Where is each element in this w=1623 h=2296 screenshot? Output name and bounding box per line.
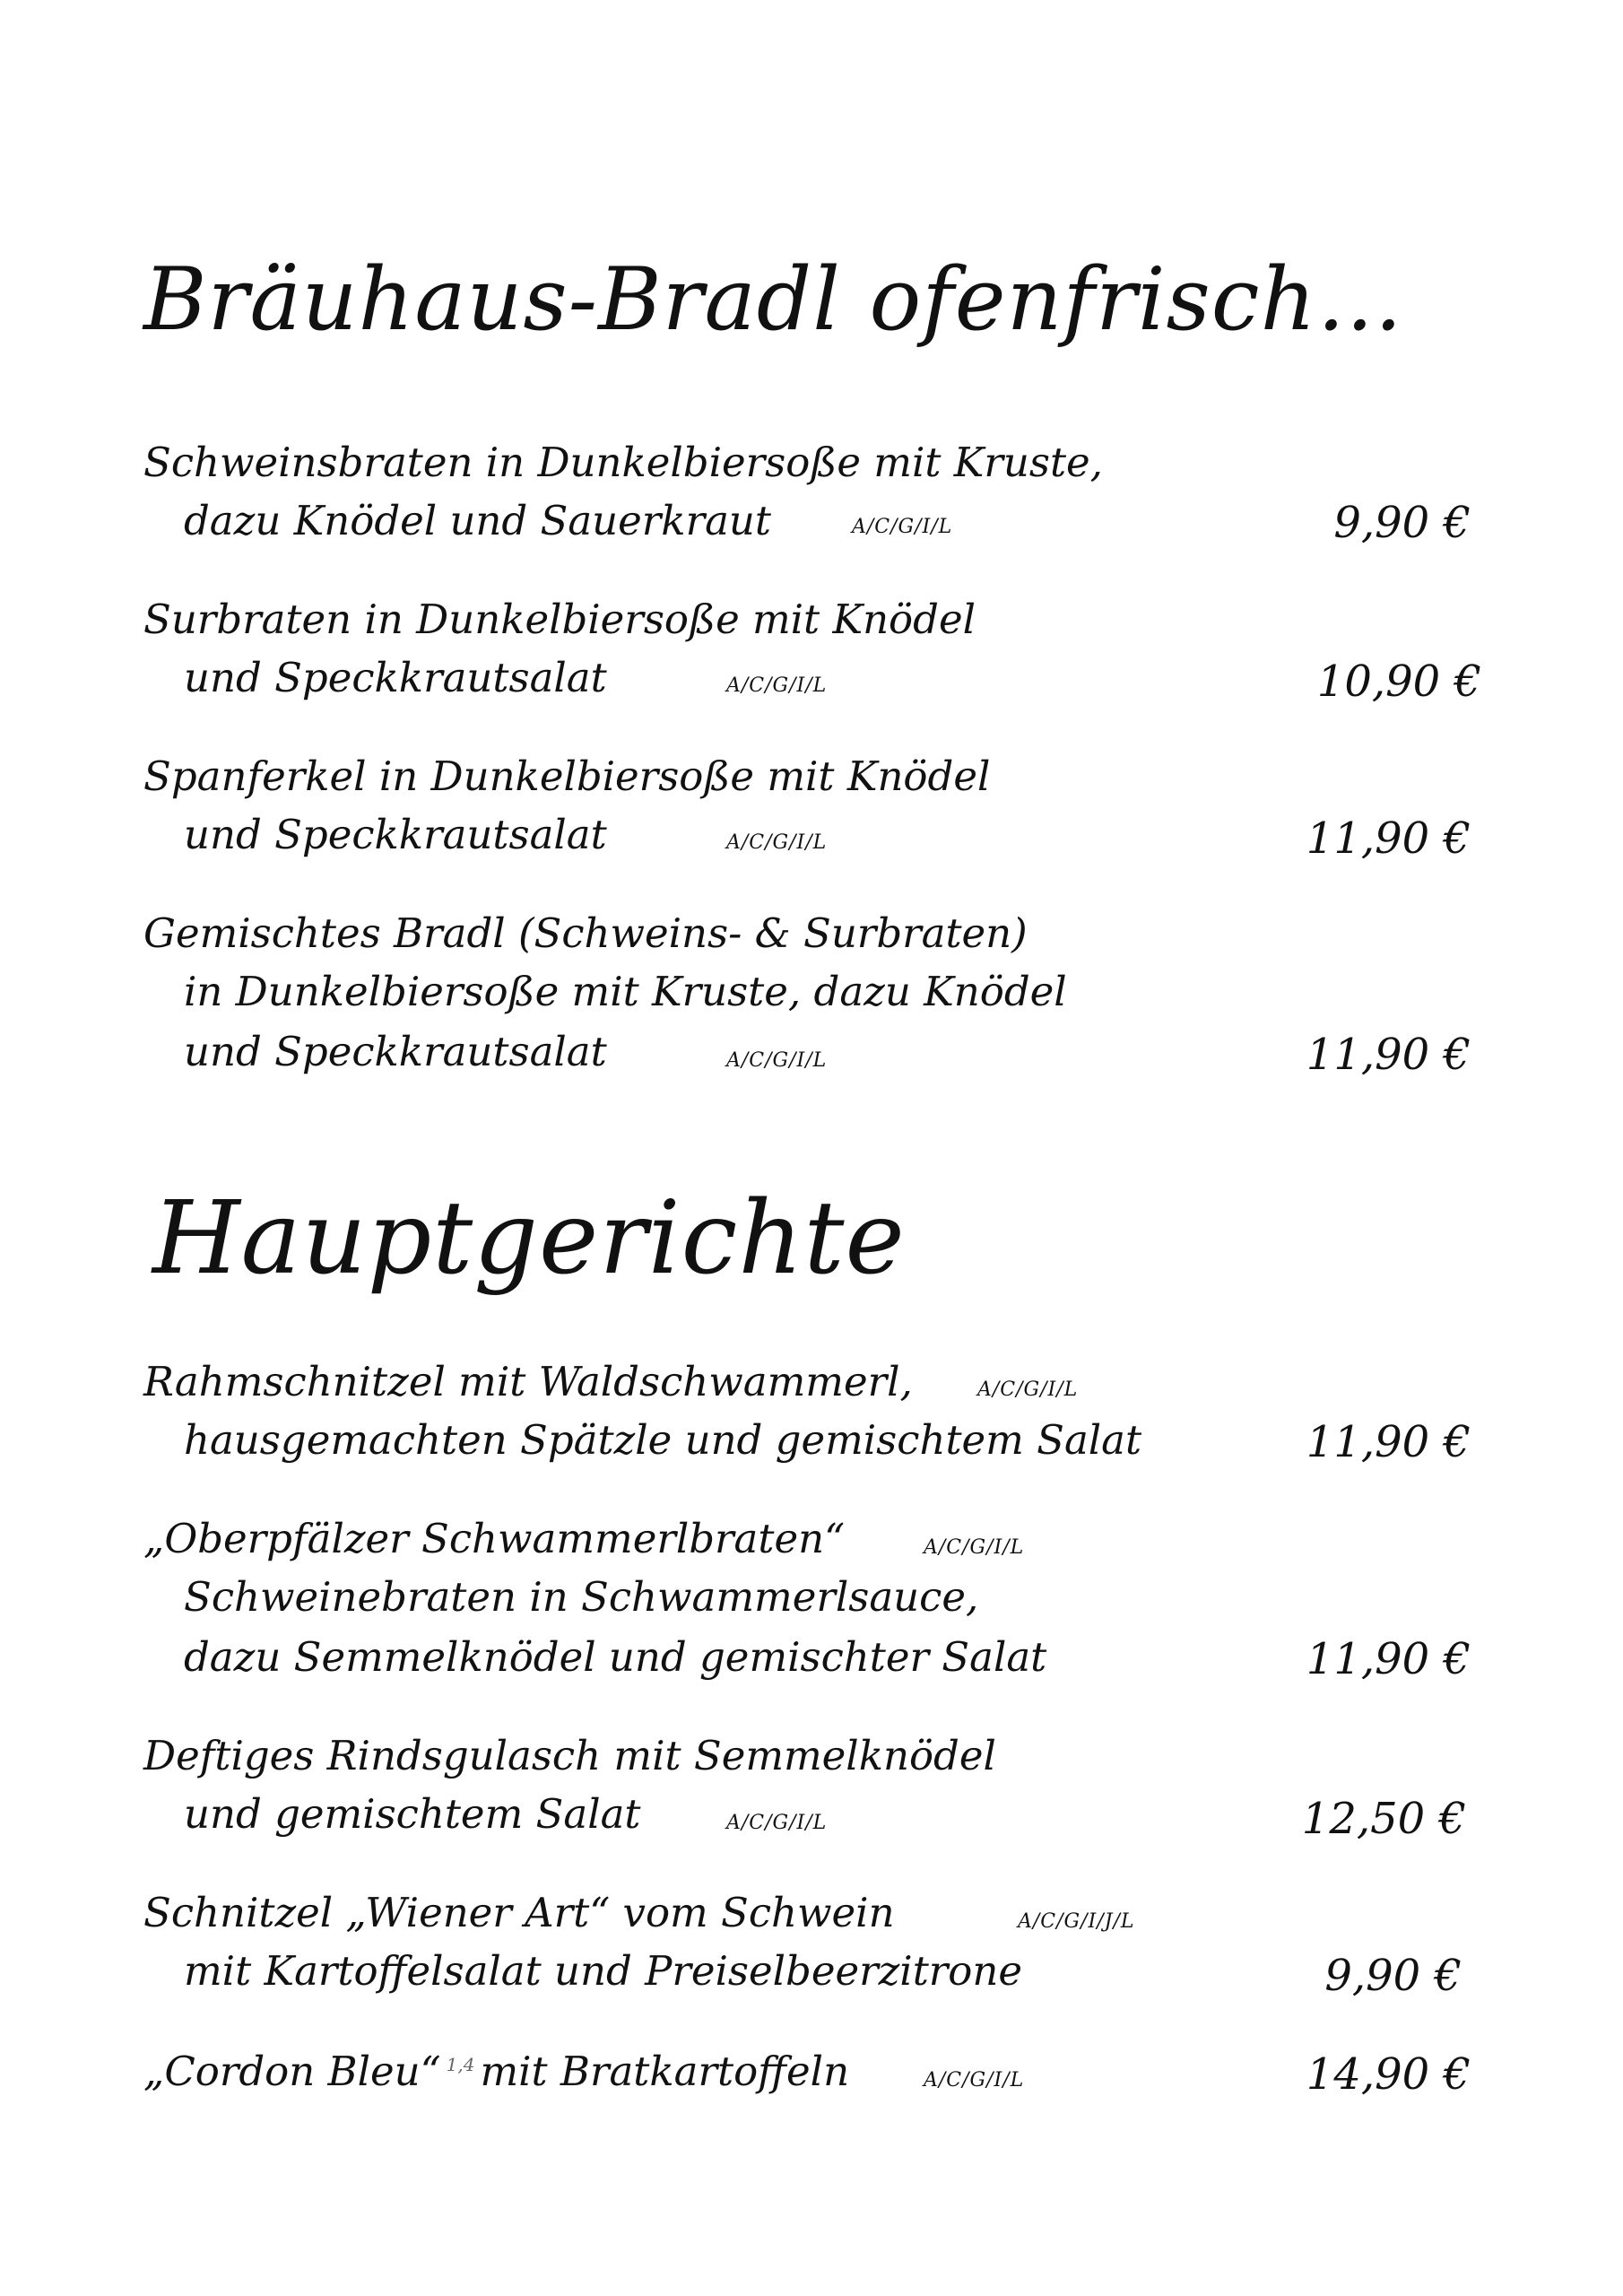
allergen-codes: A/C/G/I/L: [924, 1536, 1025, 1559]
menu-item-line: Schnitzel „Wiener Art“ vom Schwein: [143, 1889, 895, 1936]
menu-item-line: mit Kartoffelsalat und Preiselbeerzitrone: [184, 1947, 1023, 1995]
menu-item-line: hausgemachten Spätzle und gemischtem Salat: [184, 1416, 1142, 1464]
menu-item-line: Schweinebraten in Schwammerlsauce,: [184, 1573, 979, 1621]
menu-item-line: in Dunkelbiersoße mit Kruste, dazu Knödel: [184, 968, 1067, 1015]
menu-item-line: und Speckkrautsalat: [184, 654, 607, 701]
menu-item-line: Spanferkel in Dunkelbiersoße mit Knödel: [143, 752, 991, 800]
menu-item-price: 14,90 €: [1306, 2049, 1471, 2100]
menu-item-line: dazu Knödel und Sauerkraut: [184, 497, 771, 544]
menu-item-name-cont: mit Bratkartoffeln: [480, 2048, 850, 2095]
menu-item-line: dazu Semmelknödel und gemischter Salat: [184, 1633, 1047, 1681]
menu-item-price: 11,90 €: [1306, 813, 1471, 864]
menu-item-line: Deftiges Rindsgulasch mit Semmelknödel: [143, 1732, 996, 1779]
menu-item-line: Surbraten in Dunkelbiersoße mit Knödel: [143, 596, 976, 643]
allergen-codes: A/C/G/I/L: [852, 516, 953, 538]
menu-item-line: „Oberpfälzer Schwammerlbraten“: [143, 1515, 846, 1562]
allergen-codes: A/C/G/I/J/L: [1018, 1910, 1135, 1933]
menu-item-name: „Cordon Bleu“: [143, 2048, 441, 2095]
menu-item-price: 11,90 €: [1306, 1417, 1471, 1467]
menu-item-price: 11,90 €: [1306, 1030, 1471, 1080]
menu-item-price: 11,90 €: [1306, 1634, 1471, 1684]
menu-item-price: 10,90 €: [1316, 657, 1481, 707]
allergen-codes: A/C/G/I/L: [977, 1378, 1079, 1401]
allergen-codes: A/C/G/I/L: [726, 1049, 828, 1072]
menu-item-line: und Speckkrautsalat: [184, 811, 607, 858]
allergen-codes: A/C/G/I/L: [726, 1812, 828, 1834]
menu-item-price: 9,90 €: [1333, 498, 1471, 548]
allergen-codes: A/C/G/I/L: [726, 831, 828, 854]
menu-item-line: [143, 2048, 850, 2095]
section-title-hauptgerichte: Hauptgerichte: [152, 1180, 906, 1297]
allergen-codes: A/C/G/I/L: [726, 674, 828, 697]
allergen-codes: A/C/G/I/L: [924, 2069, 1025, 2092]
menu-item-line: Rahmschnitzel mit Waldschwammerl,: [143, 1358, 913, 1405]
menu-item-line: Gemischtes Bradl (Schweins- & Surbraten): [143, 909, 1028, 957]
menu-item-price: 12,50 €: [1301, 1794, 1466, 1844]
menu-item-line: Schweinsbraten in Dunkelbiersoße mit Kruste,: [143, 439, 1103, 486]
section-title-braeuhaus-bradl: Bräuhaus-Bradl ofenfrisch…: [143, 249, 1404, 350]
additive-superscript: 1,4: [446, 2054, 475, 2075]
menu-item-line: und gemischtem Salat: [184, 1790, 641, 1838]
menu-item-price: 9,90 €: [1324, 1951, 1462, 2001]
menu-item-line: und Speckkrautsalat: [184, 1028, 607, 1075]
